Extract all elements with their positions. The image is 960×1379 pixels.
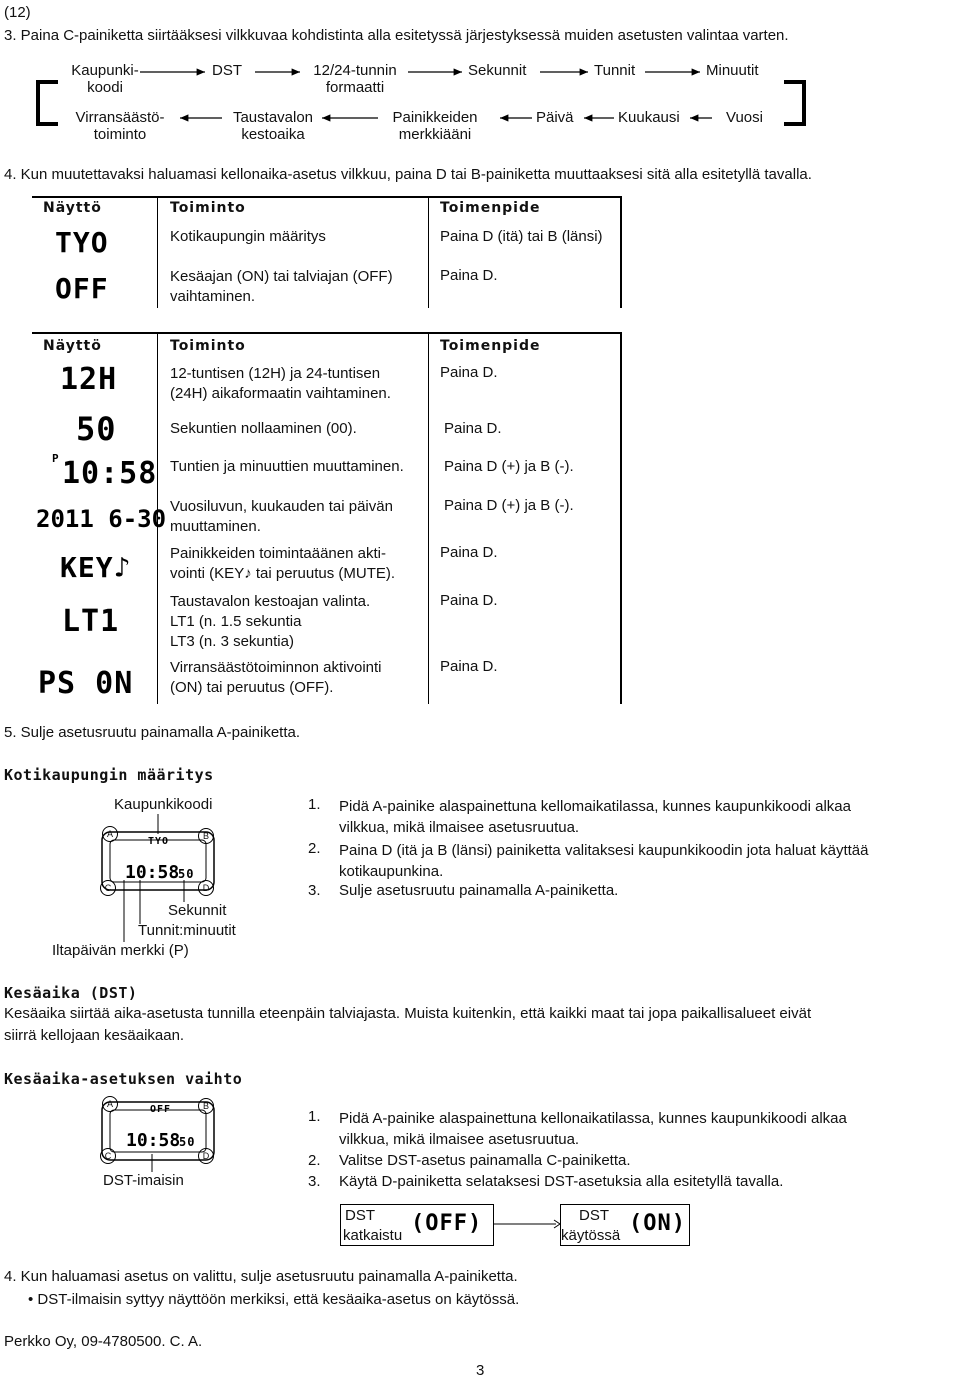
watch-button-b: B — [198, 828, 214, 844]
step-3: 3. Paina C-painiketta siirtääksesi vilkkuvaa kohdistinta alla esitetyssä järjestyksessä muiden asetusten valintaa varten. — [4, 27, 789, 44]
t2-display-time: 10:58 — [62, 456, 158, 491]
t2-func: Painikkeiden toimintaäänen akti- vointi (KEY♪ tai peruutus (MUTE). — [170, 545, 396, 582]
home-label-pm: Iltapäivän merkki (P) — [52, 942, 189, 959]
t2-display-key: KEY♪ — [60, 551, 132, 584]
t2-display-pm: P — [52, 452, 60, 465]
watch-button-d: D — [198, 880, 214, 896]
dst-text-1: Kesäaika siirtää aika-asetusta tunnilla eteenpäin talviajasta. Muista kuitenkin, että kaikki maat tai jopa paikallisalueet eivät — [4, 1005, 812, 1022]
flow-year: Vuosi — [726, 109, 763, 126]
t2-display-50: 50 — [76, 410, 117, 448]
t2-func: Taustavalon kestoajan valinta. LT1 (n. 1.5 sekuntia LT3 (n. 3 sekuntia) — [170, 593, 371, 650]
t1-display-tyo: TYO — [55, 226, 109, 259]
t2-display-date: 2011 6-30 — [36, 505, 167, 533]
list-item: Käytä D-painiketta selataksesi DST-asetuksia alla esitetyllä tavalla. — [339, 1173, 784, 1190]
flow-backlight: Taustavalon kestoaika — [232, 109, 314, 143]
home-label-seconds: Sekunnit — [168, 902, 227, 919]
t1-header-display: Näyttö — [43, 200, 102, 216]
t2-func: 12-tuntisen (12H) ja 24-tuntisen (24H) aikaformaatin vaihtaminen. — [170, 365, 391, 402]
lcd-off: (OFF) — [411, 1211, 483, 1236]
t1-func: Kesäajan (ON) tai talviajan (OFF) vaihtaminen. — [170, 268, 393, 305]
list-item: Paina D (itä ja B (länsi) painiketta valitaksesi kaupunkikoodin jota haluat käyttää kotikaupunkina. — [339, 842, 869, 880]
flow-button-tone: Painikkeiden merkkiääni — [392, 109, 478, 143]
t1-header-action: Toimenpide — [440, 200, 541, 216]
flow-power-save: Virransäästö- toiminto — [75, 109, 165, 143]
t2-action: Paina D. — [440, 364, 498, 381]
t2-display-ps: PS 0N — [38, 666, 134, 701]
step-4: 4. Kun muutettavaksi haluamasi kellonaika-asetus vilkkuu, paina D tai B-painiketta muuttaaksesi sitä alla esitetyllä tavalla. — [4, 166, 812, 183]
t2-display-lt1: LT1 — [62, 604, 120, 639]
t2-header-action: Toimenpide — [440, 338, 541, 354]
dst-on-box: DST käytössä (ON) — [560, 1204, 690, 1246]
section-dst-change-title: Kesäaika-asetuksen vaihto — [4, 1070, 243, 1088]
flow-hours: Tunnit — [594, 62, 636, 79]
footer: Perkko Oy, 09-4780500. C. A. — [4, 1333, 203, 1350]
step-5: 5. Sulje asetusruutu painamalla A-painiketta. — [4, 724, 301, 741]
list-item: Pidä A-painike alaspainettuna kellonaikatilassa, kunnes kaupunkikoodi alkaa vilkkua, mikä ilmaisee asetusruutua. — [339, 1110, 847, 1148]
flow-month: Kuukausi — [618, 109, 680, 126]
dst-text-2: siirrä kellojaan kesäaikaan. — [4, 1027, 185, 1044]
home-label-city-code: Kaupunkikoodi — [114, 796, 213, 813]
list-item: Valitse DST-asetus painamalla C-painiketta. — [339, 1152, 631, 1169]
flow-seconds: Sekunnit — [468, 62, 527, 79]
watch-lcd-top: TYO — [148, 836, 170, 847]
t2-action: Paina D (+) ja B (-). — [444, 497, 574, 514]
t2-func: Vuosiluvun, kuukauden tai päivän muuttaminen. — [170, 498, 393, 535]
arrow-right-icon — [492, 1220, 562, 1230]
t1-func: Kotikaupungin määritys — [170, 228, 326, 245]
flow-dst: DST — [212, 62, 242, 79]
t2-func: Sekuntien nollaaminen (00). — [170, 420, 357, 437]
watch-button-d: D — [198, 1148, 214, 1164]
lcd-on: (ON) — [629, 1211, 686, 1236]
step-4b: 4. Kun haluamasi asetus on valittu, sulje asetusruutu painamalla A-painiketta. — [4, 1268, 518, 1285]
t1-action: Paina D. — [440, 267, 498, 284]
watch-button-c: C — [100, 1148, 116, 1164]
watch-button-b: B — [198, 1098, 214, 1114]
t2-action: Paina D. — [440, 592, 498, 609]
watch-lcd-time: 10:58 — [125, 862, 180, 883]
watch-lcd-time: 10:58 — [126, 1130, 181, 1151]
section-home-title: Kotikaupungin määritys — [4, 766, 214, 784]
watch-lcd-seconds: 50 — [178, 867, 195, 881]
t2-header-function: Toiminto — [170, 338, 246, 354]
t2-func: Virransäästötoiminnon aktivointi (ON) tai peruutus (OFF). — [170, 659, 382, 696]
page-number: 3 — [476, 1362, 485, 1379]
flow-city-code: Kaupunki- koodi — [71, 62, 139, 96]
t2-func: Tuntien ja minuuttien muuttaminen. — [170, 458, 404, 475]
t1-action: Paina D (itä) tai B (länsi) — [440, 228, 603, 245]
t2-action: Paina D. — [444, 420, 502, 437]
t1-display-off: OFF — [55, 272, 109, 305]
dst-off-box: DST katkaistu (OFF) — [340, 1204, 494, 1246]
page-marker: (12) — [4, 4, 31, 21]
section-dst-title: Kesäaika (DST) — [4, 984, 138, 1002]
t2-action: Paina D. — [440, 658, 498, 675]
t2-display-12h: 12H — [60, 362, 118, 397]
bullet-dst: • DST-ilmaisin syttyy näyttöön merkiksi, että kesäaika-asetus on käytössä. — [28, 1291, 520, 1308]
list-item: Sulje asetusruutu painamalla A-painiketta. — [339, 882, 619, 899]
watch-lcd-seconds: 50 — [179, 1135, 196, 1149]
watch-button-a: A — [102, 826, 118, 842]
home-label-hours-minutes: Tunnit:minuutit — [138, 922, 236, 939]
t2-action: Paina D (+) ja B (-). — [444, 458, 574, 475]
watch-button-a: A — [102, 1096, 118, 1112]
t2-action: Paina D. — [440, 544, 498, 561]
flow-12-24: 12/24-tunnin formaatti — [313, 62, 397, 96]
flow-minutes: Minuutit — [706, 62, 759, 79]
t2-header-display: Näyttö — [43, 338, 102, 354]
watch-button-c: C — [100, 880, 116, 896]
dst-indicator-label: DST-imaisin — [103, 1172, 184, 1189]
t1-header-function: Toiminto — [170, 200, 246, 216]
watch-lcd-top: OFF — [150, 1104, 172, 1115]
flow-day: Päivä — [536, 109, 574, 126]
list-item: Pidä A-painike alaspainettuna kellomaikatilassa, kunnes kaupunkikoodi alkaa vilkkua, mikä ilmaisee asetusruutua. — [339, 798, 851, 836]
